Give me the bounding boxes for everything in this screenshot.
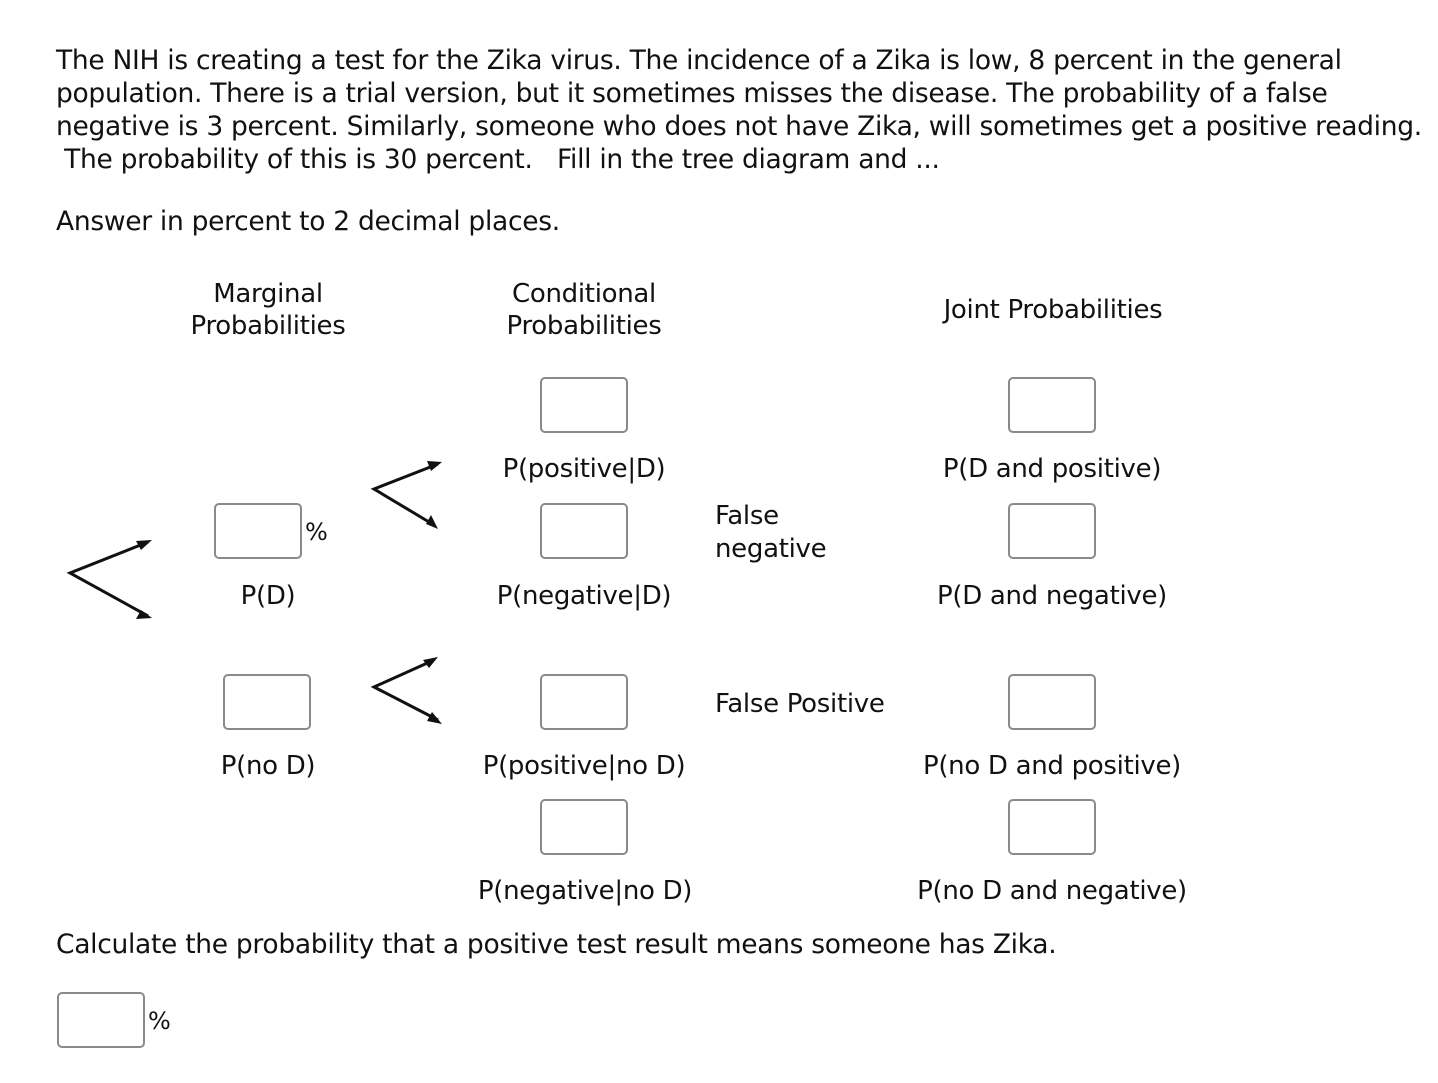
- answer-unit: %: [148, 1007, 171, 1035]
- d-branch-arrows-icon: [366, 455, 446, 535]
- conditional-header: [484, 278, 684, 342]
- neg-given-d-input[interactable]: [540, 503, 628, 559]
- false-negative-line-1: False: [715, 501, 779, 531]
- nod-and-pos-label: P(no D and positive): [922, 751, 1182, 781]
- d-and-neg-input[interactable]: [1008, 503, 1096, 559]
- final-question: Calculate the probability that a positive test result means someone has Zika.: [56, 929, 1057, 960]
- conditional-header-line-2: Probabilities: [506, 311, 662, 341]
- nod-and-neg-label: P(no D and negative): [917, 876, 1187, 906]
- conditional-header-line-1: Conditional: [512, 279, 656, 309]
- pos-given-nod-input[interactable]: [540, 674, 628, 730]
- answer-input[interactable]: [57, 992, 145, 1048]
- marginal-header: [168, 278, 368, 342]
- pd-unit: %: [305, 518, 328, 546]
- false-negative-note: [715, 500, 826, 566]
- neg-given-d-label: P(negative|D): [496, 581, 672, 611]
- pd-input[interactable]: [214, 503, 302, 559]
- problem-statement: [56, 44, 1426, 176]
- nod-and-pos-input[interactable]: [1008, 674, 1096, 730]
- neg-given-nod-label: P(negative|no D): [477, 876, 693, 906]
- false-positive-note: False Positive: [715, 689, 885, 719]
- pnod-input[interactable]: [223, 674, 311, 730]
- false-negative-line-2: negative: [715, 534, 827, 564]
- problem-line-3: negative is 3 percent. Similarly, someone who does not have Zika, will sometimes get a positive reading.: [56, 111, 1422, 142]
- problem-line-4: The probability of this is 30 percent. Fill in the tree diagram and ...: [56, 144, 940, 175]
- d-and-pos-input[interactable]: [1008, 377, 1096, 433]
- problem-line-2: population. There is a trial version, but it sometimes misses the disease. The probability of a false: [56, 78, 1328, 109]
- neg-given-nod-input[interactable]: [540, 799, 628, 855]
- pos-given-nod-label: P(positive|no D): [482, 751, 686, 781]
- nod-and-neg-input[interactable]: [1008, 799, 1096, 855]
- marginal-header-line-2: Probabilities: [190, 311, 346, 341]
- marginal-header-line-1: Marginal: [213, 279, 323, 309]
- root-branch-arrows-icon: [60, 530, 160, 630]
- nod-branch-arrows-icon: [366, 650, 446, 730]
- d-and-neg-label: P(D and negative): [936, 581, 1168, 611]
- pos-given-d-input[interactable]: [540, 377, 628, 433]
- problem-line-1: The NIH is creating a test for the Zika virus. The incidence of a Zika is low, 8 percent in the general: [56, 45, 1342, 76]
- d-and-pos-label: P(D and positive): [942, 454, 1162, 484]
- pd-label: P(D): [240, 581, 296, 611]
- pnod-label: P(no D): [220, 751, 316, 781]
- instruction-text: Answer in percent to 2 decimal places.: [56, 206, 560, 237]
- pos-given-d-label: P(positive|D): [502, 454, 666, 484]
- joint-header: Joint Probabilities: [943, 295, 1163, 325]
